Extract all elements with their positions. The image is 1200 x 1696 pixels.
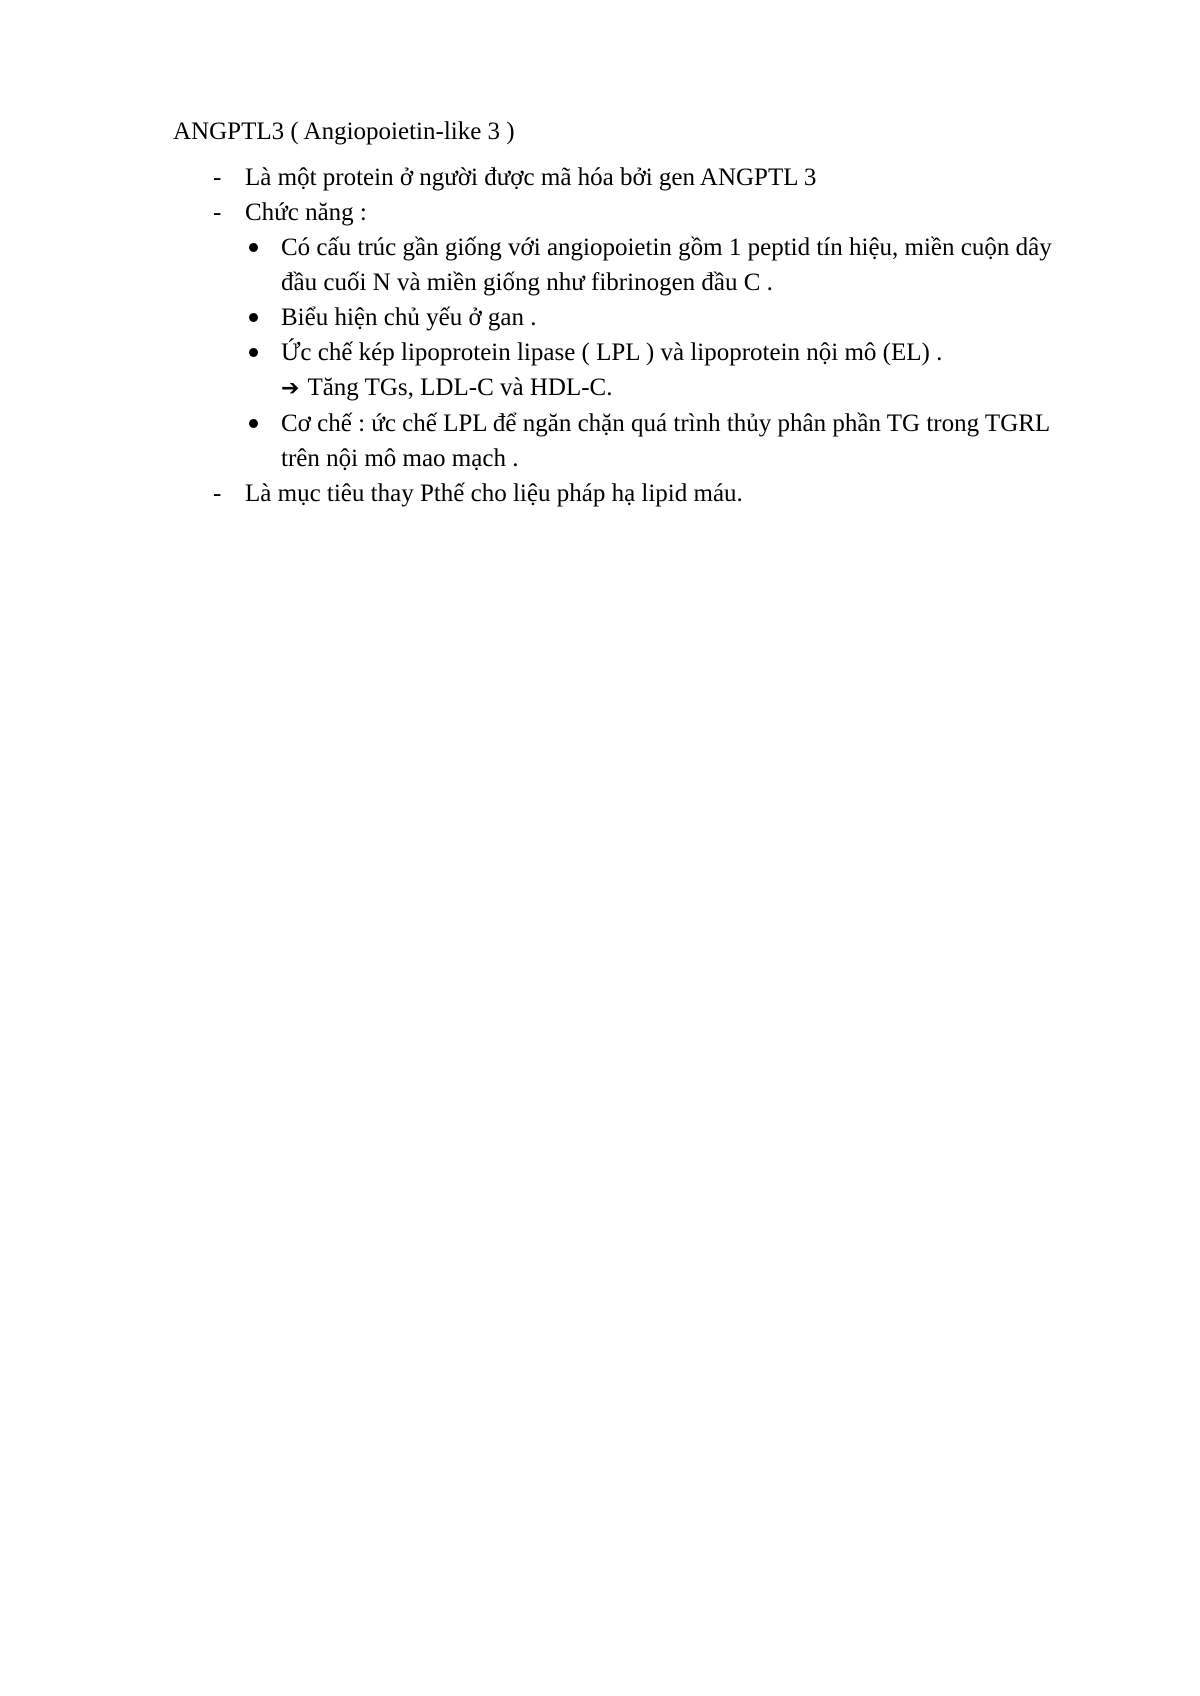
list-item — [173, 476, 1093, 511]
dash-marker: - — [213, 164, 222, 191]
bullet-dot-icon — [249, 348, 258, 357]
list-item — [173, 160, 1093, 195]
bullet-dot-icon — [249, 419, 258, 428]
list-item-text: Là một protein ở người được mã hóa bởi gen ANGPTL 3 — [245, 164, 817, 191]
bullet-item-text: Ức chế kép lipoprotein lipase ( LPL ) và lipoprotein nội mô (EL) . — [281, 339, 943, 366]
bullet-item-text: Biểu hiện chủ yếu ở gan . — [281, 304, 537, 331]
list-item-text: Là mục tiêu thay Pthế cho liệu pháp hạ lipid máu. — [245, 480, 743, 507]
bullet-list — [245, 230, 1093, 476]
bullet-dot-icon — [249, 243, 258, 252]
right-arrow-icon: ➔ — [281, 376, 300, 401]
document-title: ANGPTL3 ( Angiopoietin-like 3 ) — [173, 118, 515, 145]
bullet-item-text: Có cấu trúc gần giống với angiopoietin gồm 1 peptid tín hiệu, miền cuộn dây đầu cuối N và miền giống như fibrinogen đầu C . — [281, 234, 1052, 296]
bullet-item — [245, 300, 1093, 335]
result-line — [281, 370, 1093, 406]
result-text: Tăng TGs, LDL-C và HDL-C. — [307, 374, 613, 401]
bullet-item — [245, 406, 1093, 476]
list-item — [173, 195, 1093, 476]
dash-marker: - — [213, 480, 222, 507]
bullet-dot-icon — [249, 313, 258, 322]
bullet-item — [245, 230, 1093, 300]
document-body — [173, 114, 1093, 511]
dash-marker: - — [213, 199, 222, 226]
bullet-item-text: Cơ chế : ức chế LPL để ngăn chặn quá trình thủy phân phần TG trong TGRL trên nội mô mao mạch . — [281, 410, 1050, 472]
list-item-text: Chức năng : — [245, 199, 367, 226]
bullet-item — [245, 335, 1093, 406]
dash-list — [173, 160, 1093, 511]
